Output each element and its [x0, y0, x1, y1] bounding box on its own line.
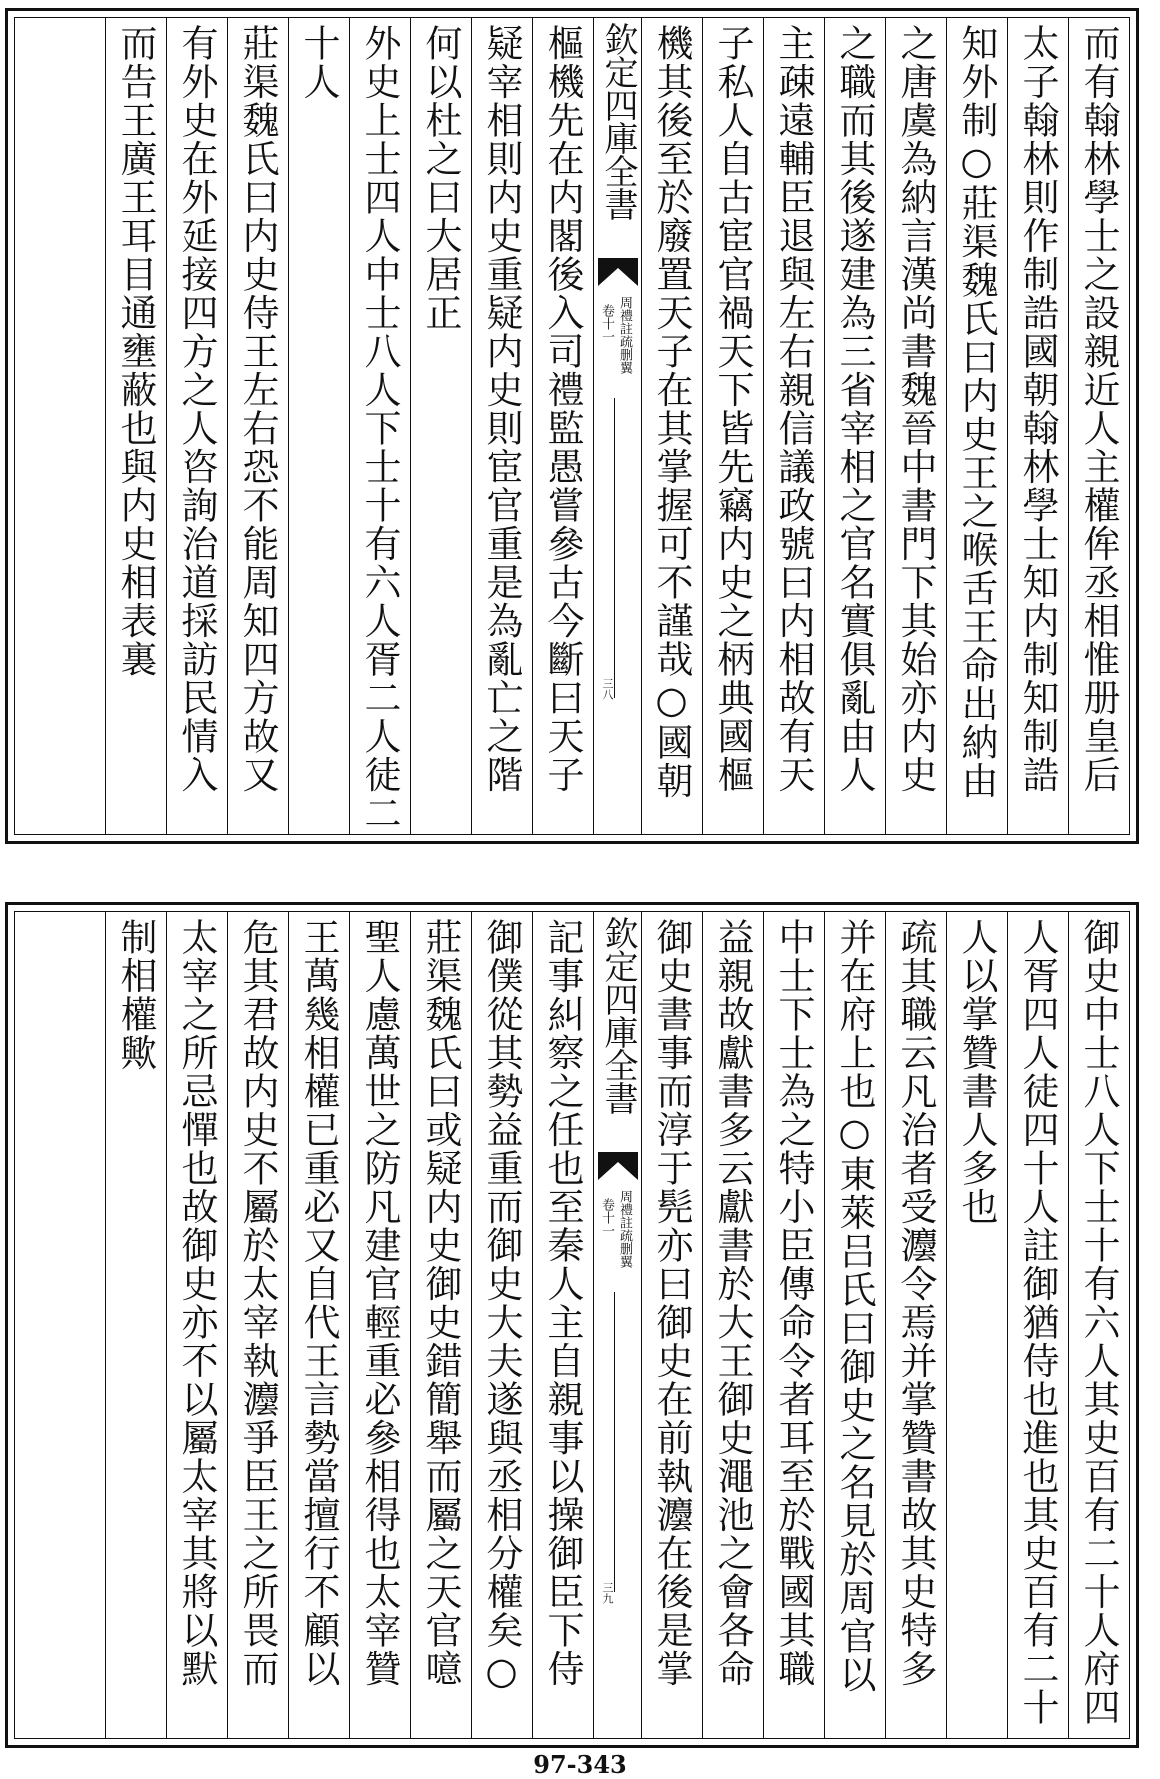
fish-tail-mark	[598, 258, 638, 286]
text-column: 疏其職云凡治者受灋令焉并掌贊書故其史特多	[885, 912, 946, 1738]
text-frame-top	[14, 17, 1130, 835]
text-column: 樞機先在内閣後入司禮監愚嘗參古今斷曰天子	[532, 18, 593, 834]
series-title: 欽定四庫全書	[598, 22, 638, 220]
text-column: 何以杜之曰大居正	[410, 18, 471, 834]
text-column: 王萬幾相權已重必又自代王言勢當擅行不顧以	[288, 912, 349, 1738]
text-column: 外史上士四人中士八人下士十有六人胥二人徒二	[349, 18, 410, 834]
text-column: 之職而其後遂建為三省宰相之官名實俱亂由人	[824, 18, 885, 834]
page-number: 97-343	[533, 1750, 627, 1779]
text-column: 御僕從其勢益重而御史大夫遂與丞相分權矣○	[471, 912, 532, 1738]
text-column: 聖人慮萬世之防凡建官輕重必參相得也太宰贊	[349, 912, 410, 1738]
text-column: 莊渠魏氏曰内史侍王左右恐不能周知四方故又	[227, 18, 288, 834]
text-column: 十人	[288, 18, 349, 834]
text-column: 而告王廣王耳目通壅蔽也與内史相表裏	[105, 18, 166, 834]
text-column: 御史書事而淳于髡亦曰御史在前執灋在後是掌	[641, 912, 702, 1738]
text-column: 制相權歟	[105, 912, 166, 1738]
series-title: 欽定四庫全書	[598, 916, 638, 1114]
spine-rule	[614, 1292, 615, 1592]
leaf-number: 三八	[601, 678, 614, 700]
text-column: 而有翰林學士之設親近人主權侔丞相惟册皇后	[1068, 18, 1129, 834]
text-column: 益親故獻書多云獻書於大王御史澠池之會各命	[702, 912, 763, 1738]
text-column: 中士下士為之特小臣傳命令者耳至於戰國其職	[763, 912, 824, 1738]
text-column: 疑宰相則内史重疑内史則宦官重是為亂亡之階	[471, 18, 532, 834]
text-columns-top	[15, 18, 1129, 834]
text-column: 危其君故内史不屬於太宰執灋爭臣王之所畏而	[227, 912, 288, 1738]
text-column: 人以掌贊書人多也	[946, 912, 1007, 1738]
text-column: 莊渠魏氏曰或疑内史御史錯簡舉而屬之天官噫	[410, 912, 471, 1738]
text-column: 之唐虞為納言漢尚書魏晉中書門下其始亦内史	[885, 18, 946, 834]
text-column: 有外史在外延接四方之人咨詢治道採訪民情入	[166, 18, 227, 834]
text-frame-bottom	[14, 911, 1130, 1739]
volume-label: 卷十一	[599, 1198, 614, 1237]
page-bottom	[5, 902, 1139, 1748]
text-column: 人胥四人徒四十人註御猶侍也進也其史百有二十	[1007, 912, 1068, 1738]
book-title: 周禮註疏删翼	[617, 296, 632, 374]
volume-label: 卷十一	[599, 304, 614, 343]
spine-rule	[614, 398, 615, 698]
text-column: 機其後至於廢置天子在其掌握可不謹哉○國朝	[641, 18, 702, 834]
text-column: 記事糾察之任也至秦人主自親事以操御臣下侍	[532, 912, 593, 1738]
text-column: 太子翰林則作制誥國朝翰林學士知内制知制誥	[1007, 18, 1068, 834]
leaf-number: 三九	[601, 1582, 614, 1604]
text-columns-bottom	[15, 912, 1129, 1738]
page-top	[5, 8, 1139, 844]
text-column: 并在府上也○東萊吕氏曰御史之名見於周官以	[824, 912, 885, 1738]
fish-tail-mark	[598, 1152, 638, 1180]
text-column: 知外制○莊渠魏氏曰内史王之喉舌王命出納由	[946, 18, 1007, 834]
text-column: 子私人自古宦官禍天下皆先竊内史之柄典國樞	[702, 18, 763, 834]
text-column: 主疎遠輔臣退與左右親信議政號曰内相故有天	[763, 18, 824, 834]
fold-spine	[593, 18, 641, 834]
text-column: 太宰之所忌憚也故御史亦不以屬太宰其將以默	[166, 912, 227, 1738]
fold-spine	[593, 912, 641, 1738]
book-title: 周禮註疏删翼	[617, 1190, 632, 1268]
text-column: 御史中士八人下士十有六人其史百有二十人府四	[1068, 912, 1129, 1738]
